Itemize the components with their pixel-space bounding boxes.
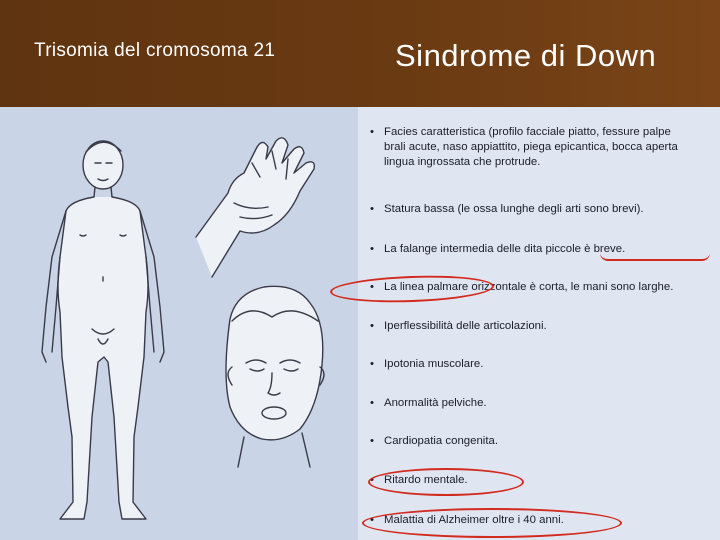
highlight-ellipse-alzheimer [362,508,622,538]
hand-illustration [196,138,314,277]
slide-header [0,0,720,107]
bullet-icon: • [370,435,374,447]
bullet-icon: • [370,320,374,332]
slide-subtitle: Trisomia del cromosoma 21 [34,40,276,61]
down-syndrome-illustration [0,107,358,540]
feature-line: lingua ingrossata che protrude. [384,156,541,168]
feature-item-facies [370,125,720,170]
bullet-icon: • [370,397,374,409]
bullet-icon: • [370,203,374,215]
highlight-underline-falange [600,253,710,261]
feature-item-ipotonia [370,357,720,372]
feature-line: Facies caratteristica (profilo facciale piatto, fessure palpe [384,126,671,138]
feature-item-pelviche [370,396,720,411]
feature-item-iperflessibilita [370,319,720,334]
face-illustration [226,286,324,467]
feature-line: Ritardo mentale. [384,474,468,486]
bullet-icon: • [370,243,374,255]
bullet-icon: • [370,514,374,526]
feature-line: Malattia di Alzheimer oltre i 40 anni. [384,514,564,526]
bullet-icon: • [370,474,374,486]
feature-line: Cardiopatia congenita. [384,435,498,447]
feature-line: Iperflessibilità delle articolazioni. [384,320,547,332]
bullet-icon: • [370,126,374,138]
highlight-ellipse-ritardo [368,468,524,496]
illustration-panel [0,107,358,540]
bullet-icon: • [370,281,374,293]
slide-title: Sindrome di Down [395,38,657,73]
feature-line: La falange intermedia delle dita piccole è breve. [384,243,626,255]
bullet-icon: • [370,358,374,370]
feature-item-cardiopatia [370,434,720,449]
feature-item-statura [370,202,720,217]
feature-line: Anormalità pelviche. [384,397,487,409]
body-figure [42,141,164,519]
feature-line: brali acute, naso appiattito, piega epicantica, bocca aperta [384,141,678,153]
feature-line: Ipotonia muscolare. [384,358,484,370]
feature-line: La linea palmare orizzontale è corta, le mani sono larghe. [384,281,674,293]
feature-line: Statura bassa (le ossa lunghe degli arti sono brevi). [384,203,644,215]
